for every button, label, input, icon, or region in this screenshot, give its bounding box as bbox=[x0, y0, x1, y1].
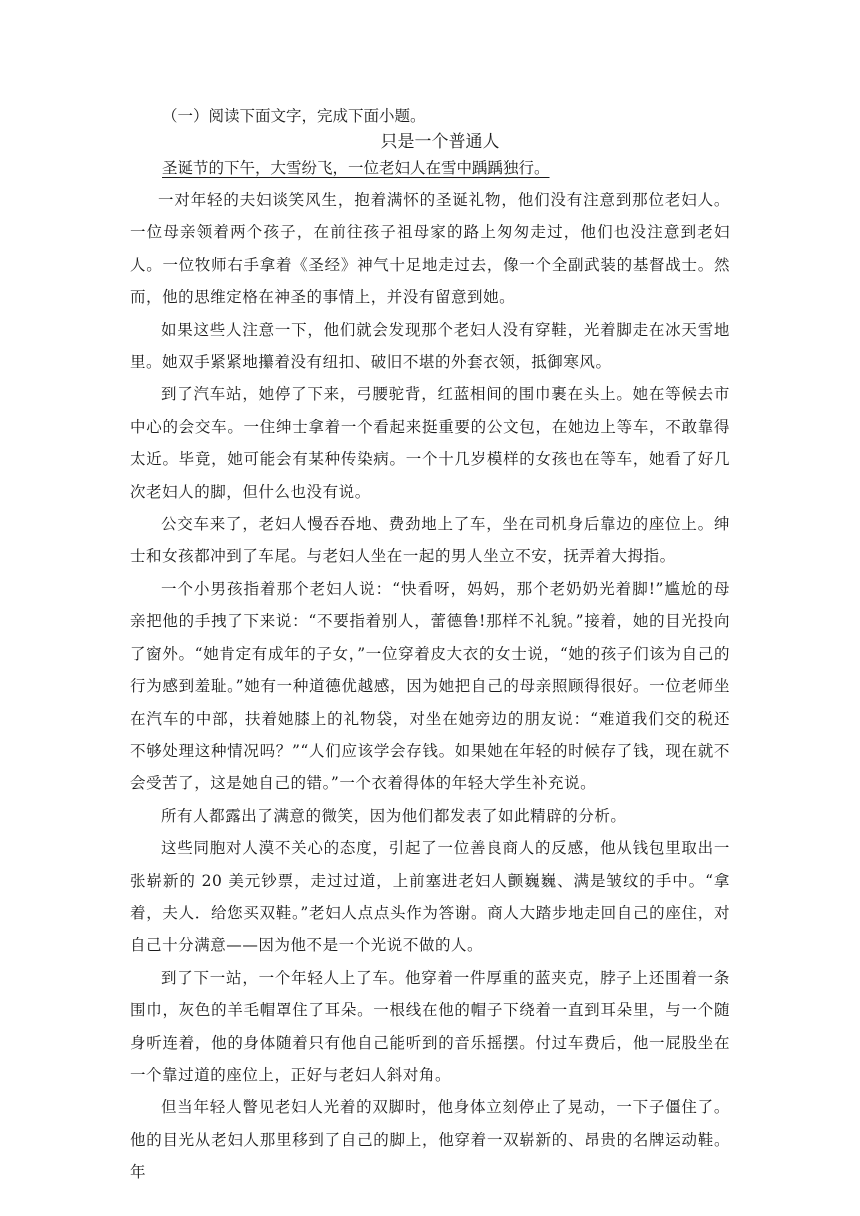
paragraph: 到了下一站，一个年轻人上了车。他穿着一件厚重的蓝夹克，脖子上还围着一条围巾，灰色的羊毛帽罩住了耳朵。一根线在他的帽子下绕着一直到耳朵里，与一个随身听连着，他的身体随着只有他自己能听到的音乐摇摆。付过车费后，他一屁股坐在一个靠过道的座位上，正好与老妇人斜对角。 bbox=[130, 968, 730, 1084]
article-title: 只是一个普通人 bbox=[380, 132, 500, 152]
section-instruction: （一）阅读下面文字，完成下面小题。 bbox=[162, 107, 426, 125]
paragraph: 所有人都露出了满意的微笑，因为他们都发表了如此精辟的分析。 bbox=[161, 806, 627, 825]
paragraph: 一个小男孩指着那个老妇人说：“快看呀，妈妈，那个老奶奶光着脚!”尴尬的母亲把他的手拽了下来说：“不要指着别人，蕾德鲁!那样不礼貌。”接着，她的目光投向了窗外。“她肯定有成年的子女，”一位穿着皮大衣的女士说，“她的孩子们该为自己的行为感到羞耻。”她有一种道德优越感，因为她把自己的母亲照顾得很好。一位老师坐在汽车的中部，扶着她膝上的礼物袋，对坐在她旁边的朋友说：“难道我们交的税还不够处理这种情况吗？”“人们应该学会存钱。如果她在年轻的时候存了钱，现在就不会受苦了，这是她自己的错。”一个衣着得体的年轻大学生补充说。 bbox=[130, 579, 730, 793]
paragraph: 这些同胞对人漠不关心的态度，引起了一位善良商人的反感，他从钱包里取出一张崭新的 20 美元钞票，走过过道，上前塞进老妇人颤巍巍、满是皱纹的手中。“拿着，夫人．给您买双鞋。”老妇人点点头作为答谢。商人大踏步地走回自己的座住，对自己十分满意——因为他不是一个光说不做的人。 bbox=[130, 839, 730, 955]
paragraph: 公交车来了，老妇人慢吞吞地、费劲地上了车，坐在司机身后靠边的座位上。绅士和女孩都冲到了车尾。与老妇人坐在一起的男人坐立不安，抚弄着大拇指。 bbox=[130, 515, 730, 566]
paragraph: 如果这些人注意一下，他们就会发现那个老妇人没有穿鞋，光着脚走在冰天雪地里。她双手紧紧地攥着没有纽扣、破旧不堪的外套衣领，抵御寒风。 bbox=[130, 320, 730, 372]
paragraph: 到了汽车站，她停了下来，弓腰驼背，红蓝相间的围巾裹在头上。她在等候去市中心的会交车。一住绅士拿着一个看起来挺重要的公文包，在她边上等车，不敢靠得太近。毕竟，她可能会有某种传染病。一个十几岁模样的女孩也在等车，她看了好几次老妇人的脚，但什么也没有说。 bbox=[130, 385, 730, 501]
paragraph: 但当年轻人瞥见老妇人光着的双脚时，他身体立刻停止了晃动，一下子僵住了。他的目光从老妇人那里移到了自己的脚上，他穿着一双崭新的、昂贵的名牌运动鞋。年 bbox=[130, 1098, 730, 1182]
article-lead-sentence: 圣诞节的下午，大雪纷飞，一位老妇人在雪中踽踽独行。 bbox=[162, 159, 550, 177]
document-body bbox=[130, 102, 730, 1189]
paragraph: 一对年轻的夫妇谈笑风生，抱着满怀的圣诞礼物，他们没有注意到那位老妇人。一位母亲领着两个孩子，在前往孩子祖母家的路上匆匆走过，他们也没注意到老妇人。一位牧师右手拿着《圣经》神气十足地走过去，像一个全副武装的基督战士。然而，他的思维定格在神圣的事情上，并没有留意到她。 bbox=[130, 191, 730, 307]
